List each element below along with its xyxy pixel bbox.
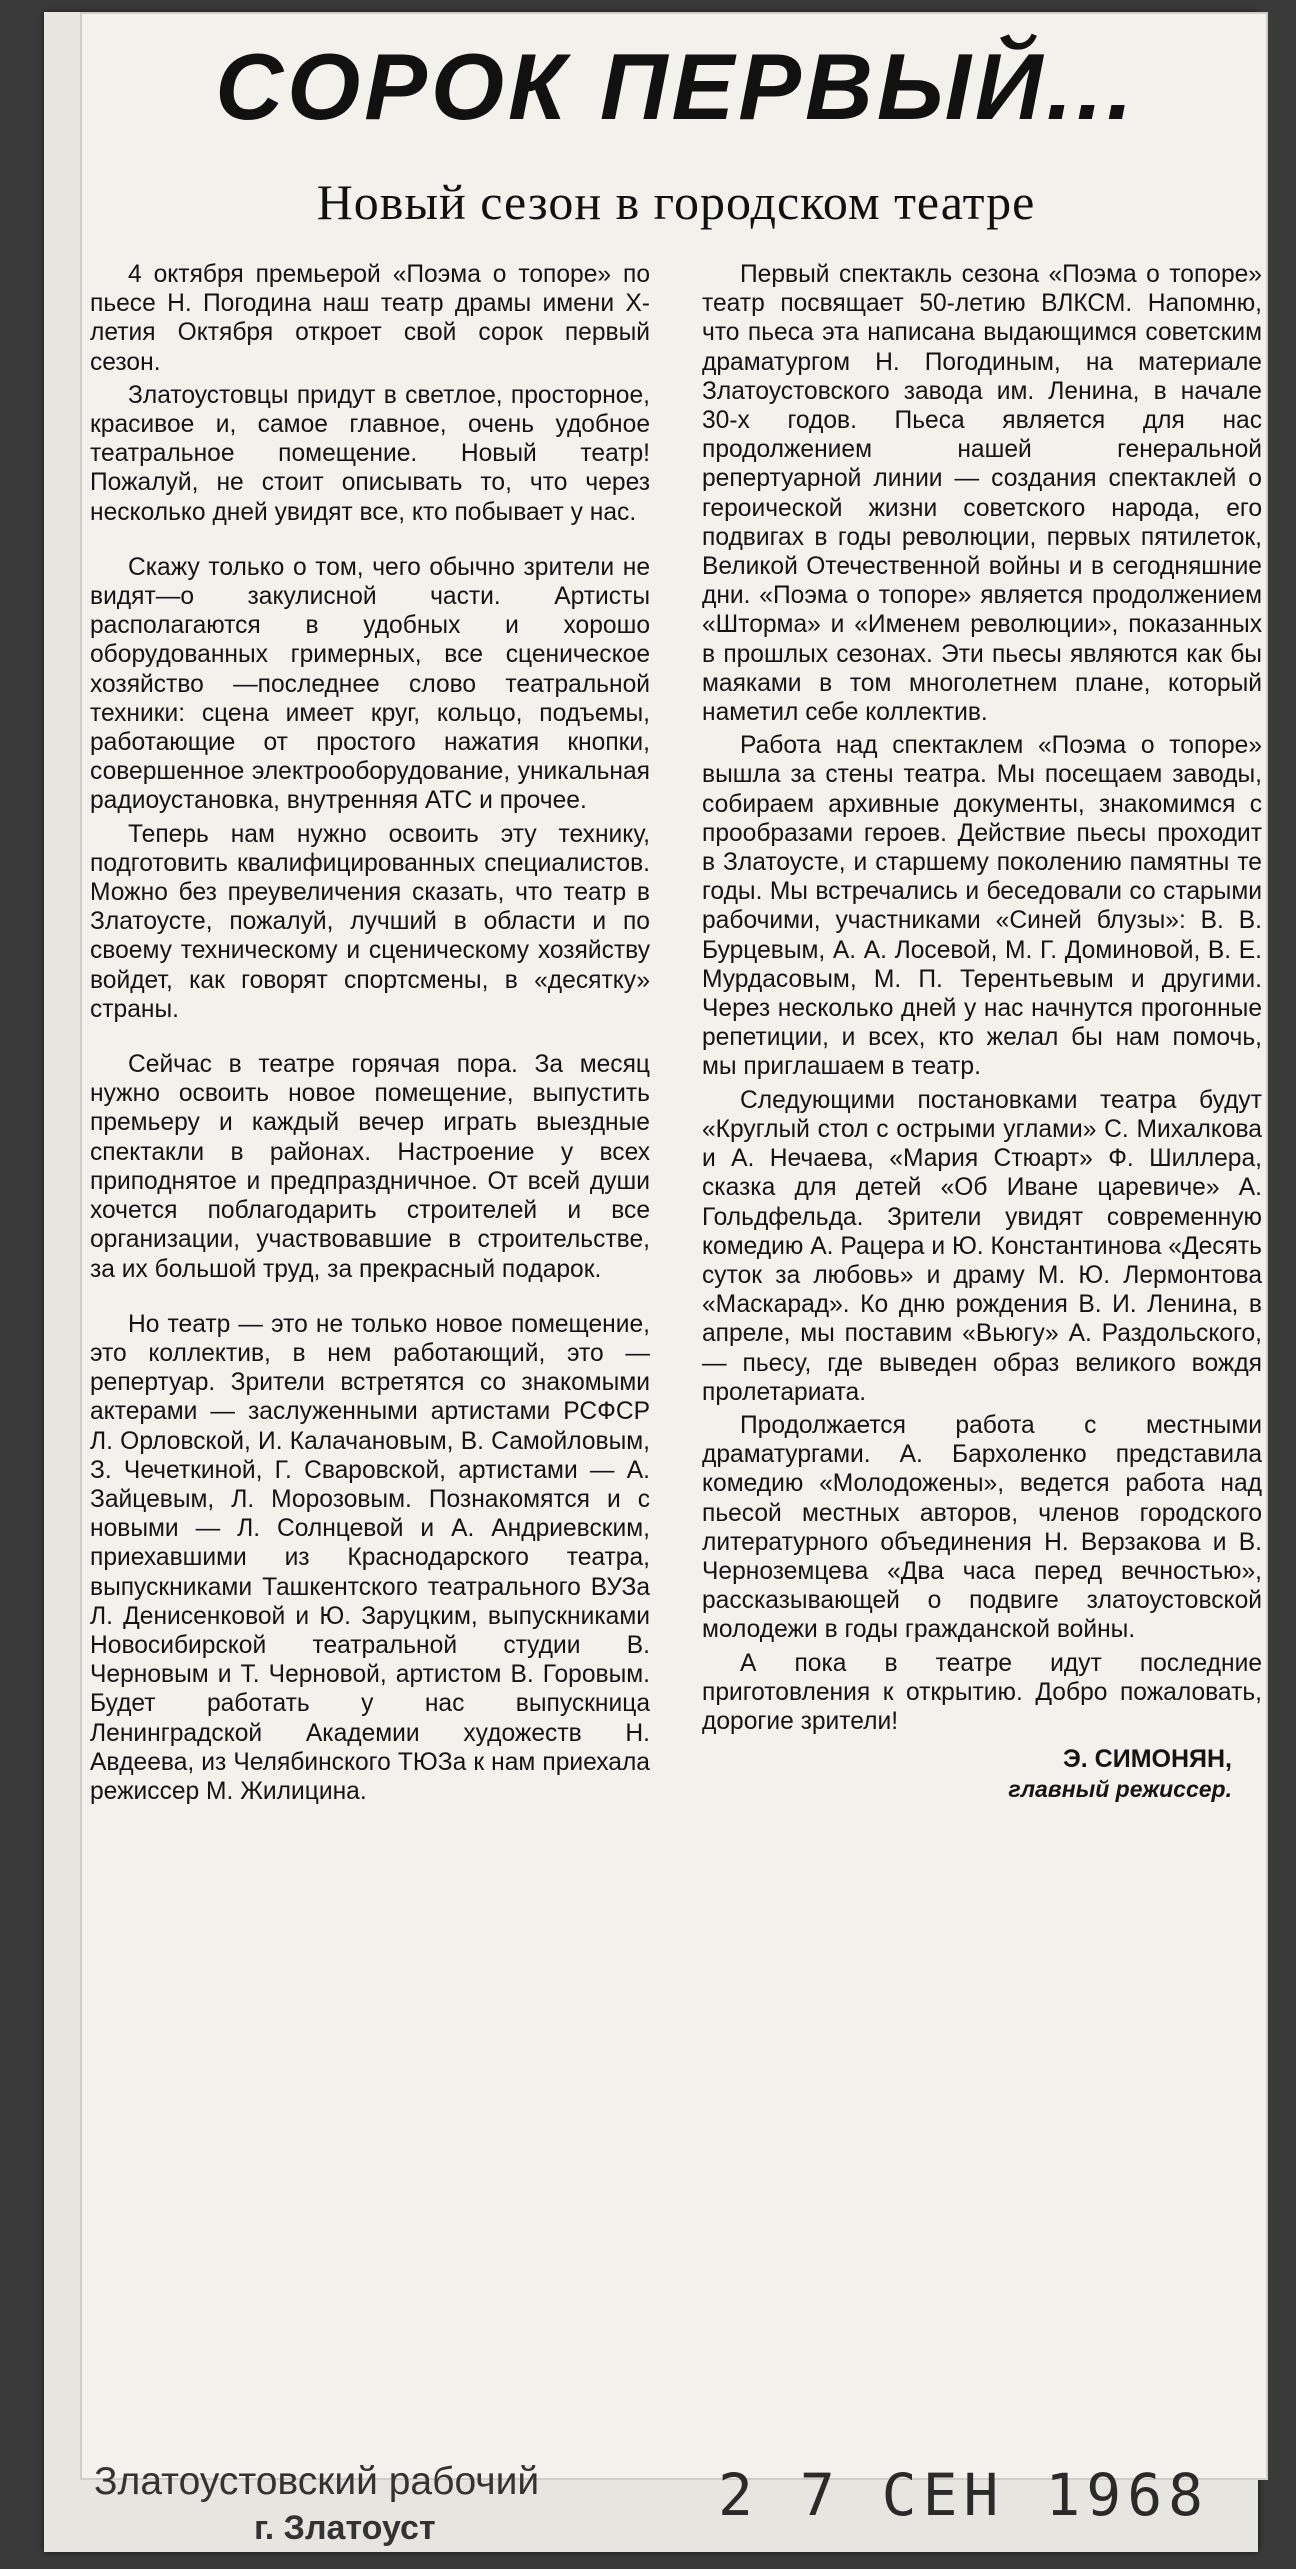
paragraph: Златоустовцы придут в светлое, просторное, красивое и, самое главное, очень удобное театральное помещение. Новый театр! Пожалуй, не стоит описывать то, что через несколько дней увидят все, кто побывает у нас. bbox=[90, 381, 650, 526]
paragraph: А пока в театре идут последние приготовления к открытию. Добро пожаловать, дорогие зрители! bbox=[702, 1649, 1262, 1735]
date-stamp: 2 7 СЕН 1968 bbox=[718, 2461, 1210, 2529]
author-role: главный режиссер. bbox=[1008, 1776, 1232, 1803]
paragraph: Сейчас в театре горячая пора. За месяц нужно освоить новое помещение, выпустить премьеру и каждый вечер играть выездные спектакли в районах. Настроение у всех приподнятое и предпраздничное. От всей души хочется поблагодарить строителей и все организации, участвовавшие в строительстве, за их большой труд, за прекрасный подарок. bbox=[90, 1051, 650, 1283]
paragraph: 4 октября премьерой «Поэма о топоре» по пьесе Н. Погодина наш театр драмы имени X-летия Октября откроет свой сорок первый сезон. bbox=[90, 261, 650, 376]
left-column bbox=[90, 260, 650, 2400]
author-name: Э. СИМОНЯН, bbox=[1063, 1745, 1232, 1774]
newspaper-clipping bbox=[80, 12, 1268, 2480]
subheadline: Новый сезон в городском театре bbox=[316, 174, 1036, 230]
paragraph: Но театр — это не только новое помещение, это коллектив, в нем работающий, это — репертуар. Зрители встретятся со знакомыми актерами — заслуженными артистами РСФСР Л. Орловской, И. Калачановым, В. Самойловым, З. Чечеткиной, Г. Сваровской, артистами — А. Зайцевым, Л. Морозовым. Познакомятся и с новыми — Л. Солнцевой и А. Андриевским, приехавшими из Краснодарского театра, выпускниками Ташкентского театрального ВУЗа Л. Денисенковой и Ю. Заруцким, выпускниками Новосибирской театральной студии В. Черновым и Т. Черновой, артистом В. Горовым. Будет работать у нас выпускница Ленинградской Академии художеств Н. Авдеева, из Челябинского ТЮЗа к нам приехала режиссер М. Жилицина. bbox=[90, 1310, 650, 1805]
source-newspaper-label: Златоустовский рабочий bbox=[94, 2460, 540, 2503]
archive-sheet bbox=[44, 12, 1262, 2552]
author-signature bbox=[702, 1744, 1262, 1804]
source-city-label: г. Златоуст bbox=[254, 2509, 436, 2547]
paragraph: Работа над спектаклем «Поэма о топоре» вышла за стены театра. Мы посещаем заводы, собираем архивные документы, знакомимся с прообразами героев. Действие пьесы проходит в Златоусте, и старшему поколению памятны те годы. Мы встречались и беседовали со старыми рабочими, участниками «Синей блузы»: В. В. Бурцевым, А. А. Лосевой, М. Г. Доминовой, В. Е. Мурдасовым, М. П. Терентьевым и другими. Через несколько дней у нас начнутся прогонные репетиции, и всех, кто желал бы нам помочь, мы приглашаем в театр. bbox=[702, 732, 1262, 1081]
paragraph: Продолжается работа с местными драматургами. А. Бархоленко представила комедию «Молодожены», ведется работа над пьесой местных авторов, членов городского литературного объединения Н. Верзакова и В. Черноземцева «Два часа перед вечностью», рассказывающей о подвиге златоустовской молодежи в годы гражданской войны. bbox=[702, 1411, 1262, 1644]
paragraph: Скажу только о том, чего обычно зрители не видят—о закулисной части. Артисты располагаются в удобных и хорошо оборудованных гримерных, все сценическое хозяйство —последнее слово театральной техники: сцена имеет круг, кольцо, подъемы, работающие от простого нажатия кнопки, совершенное электрооборудование, уникальная радиоустановка, внутренняя АТС и прочее. bbox=[90, 553, 650, 815]
paragraph: Теперь нам нужно освоить эту технику, подготовить квалифицированных специалистов. Можно без преувеличения сказать, что театр в Златоусте, пожалуй, лучший в области и по своему техническому и сценическому хозяйству войдет, как говорят спортсмены, в «десятку» страны. bbox=[90, 820, 650, 1023]
paragraph: Следующими постановками театра будут «Круглый стол с острыми углами» С. Михалкова и А. Нечаева, «Мария Стюарт» Ф. Шиллера, сказка для детей «Об Иване царевиче» А. Гольдфельда. Зрители увидят современную комедию А. Рацера и Ю. Константинова «Десять суток за любовь» и драму М. Ю. Лермонтова «Маскарад». Ко дню рождения В. И. Ленина, в апреле, мы поставим «Вьюгу» А. Раздольского, — пьесу, где выведен образ великого вождя пролетариата. bbox=[702, 1086, 1262, 1406]
paragraph: Первый спектакль сезона «Поэма о топоре» театр посвящает 50-летию ВЛКСМ. Напомню, что пьеса эта написана выдающимся советским драматургом Н. Погодиным, на материале Златоустовского завода им. Ленина, в начале 30-х годов. Пьеса является для нас продолжением нашей генеральной репертуарной линии — создания спектаклей о героической жизни советского народа, его подвигах в годы революции, первых пятилеток, Великой Отечественной войны и в сегодняшние дни. «Поэма о топоре» является продолжением «Шторма» и «Именем революции», показанных в прошлых сезонах. Эти пьесы являются как бы маяками в том многолетнем плане, который наметил себе коллектив. bbox=[702, 261, 1262, 727]
headline: СОРОК ПЕРВЫЙ... bbox=[215, 34, 1137, 139]
right-column bbox=[702, 260, 1262, 2400]
